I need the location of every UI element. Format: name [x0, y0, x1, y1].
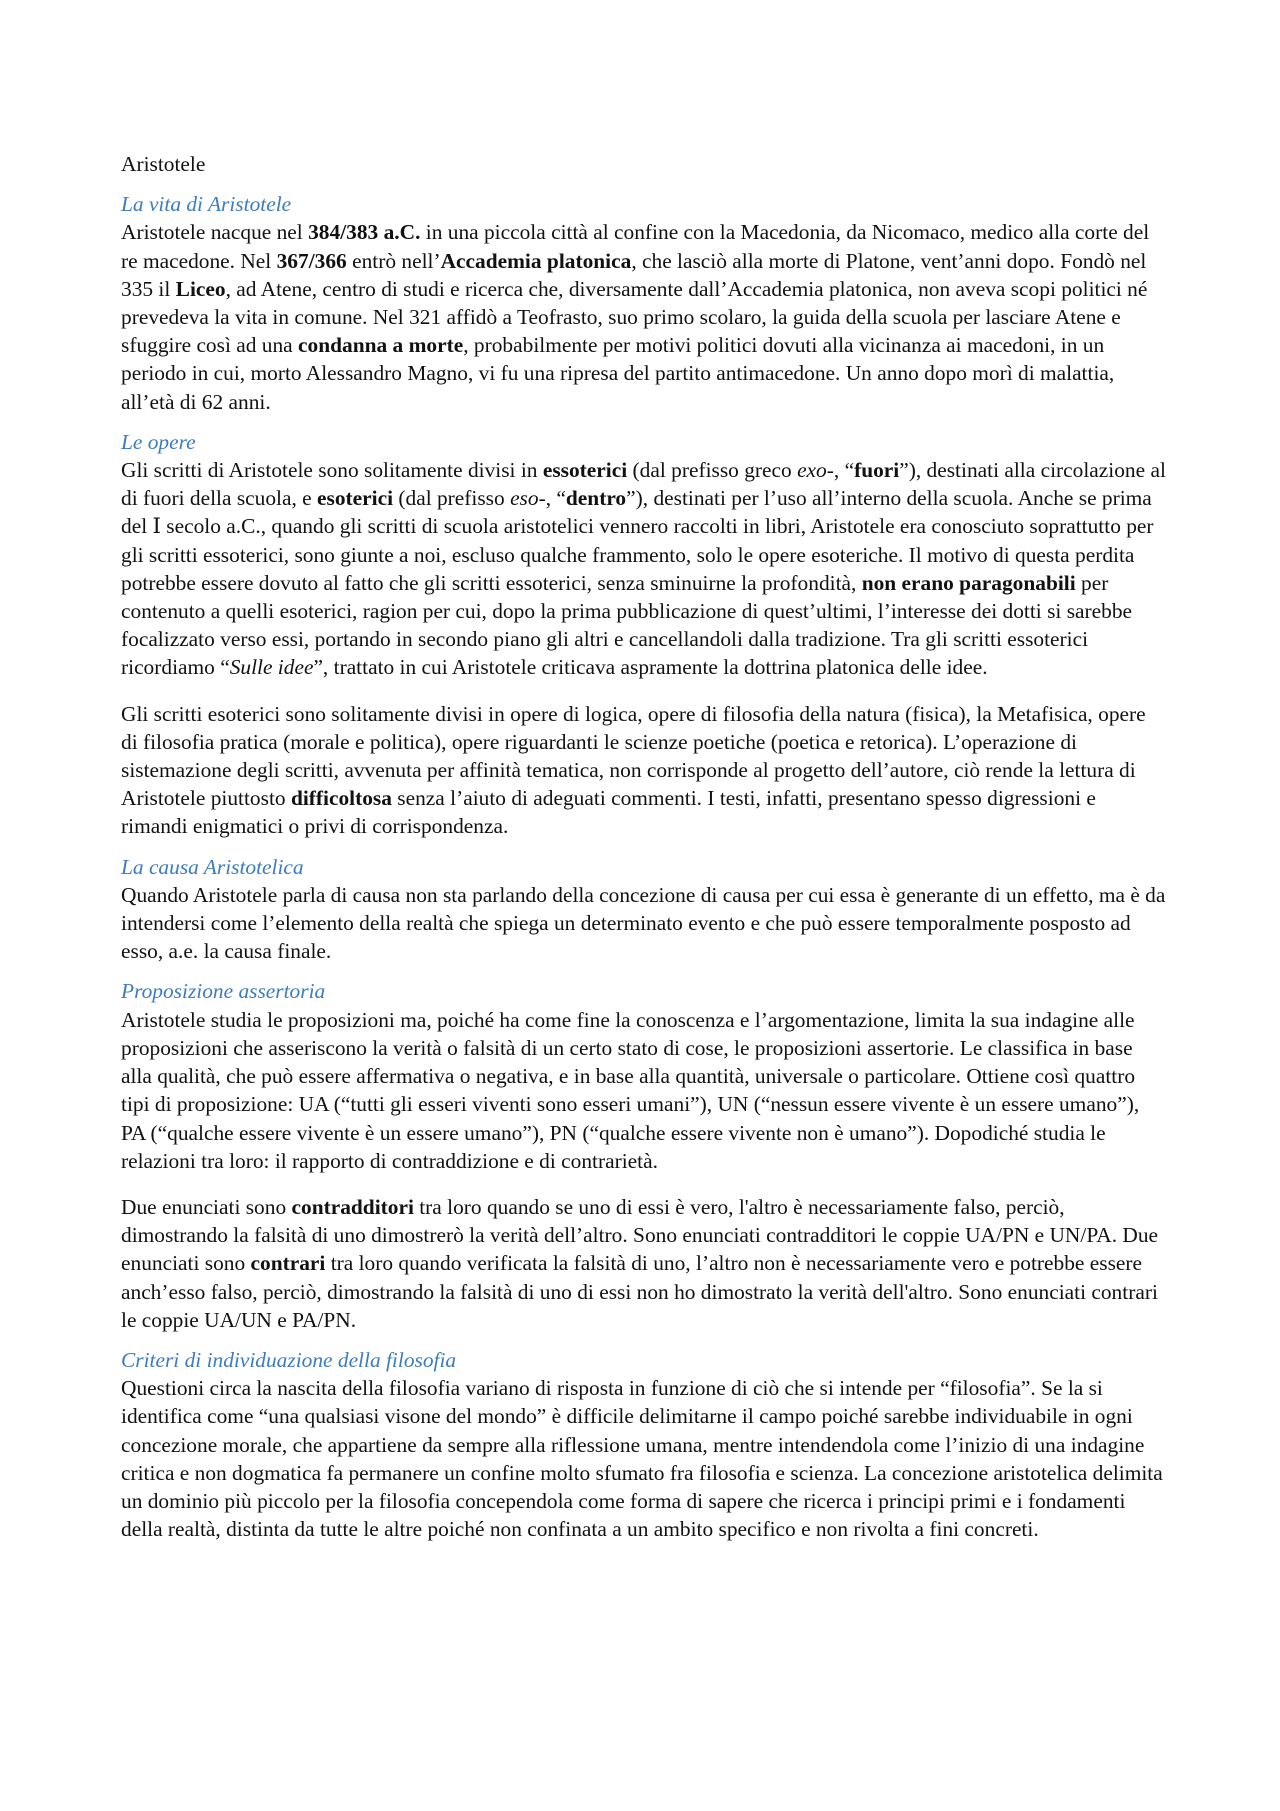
text-span: entrò nell’: [346, 248, 441, 273]
bold-span: dentro: [565, 486, 627, 511]
text-span: tra loro quando se uno di essi è vero, l'altro è necessariamente falso, perciò, dimostrando la falsità di uno dimostrerò la verità dell’altro. Sono enunciati contradditori le coppie UA/PN e UN/PA. Due enunciati sono: [121, 1194, 1159, 1276]
text-span: (dal prefisso greco: [627, 458, 798, 483]
italic-span: exo-: [797, 458, 834, 483]
section-causa: [121, 853, 1166, 966]
paragraph-criteri-1: Questioni circa la nascita della filosofia variano di risposta in funzione di ciò che si intende per “filosofia”. Se la si identifica come “una qualsiasi visone del mondo” è difficile delimitarne il campo poiché sarebbe individuabile in ogni concezione morale, che appartiene da sempre alla riflessione umana, mentre intendendola come l’inizio di una indagine critica e non dogmatica fa permanere un confine molto sfumato fra filosofia e scienza. La concezione aristotelica delimita un dominio più piccolo per la filosofia concependola come forma di sapere che ricerca i principi primi e i fondamenti della realtà, distinta da tutte le altre poiché non confinata a un ambito specifico e non rivolta a fini concreti.: [121, 1376, 1163, 1542]
text-span: , “: [833, 458, 855, 483]
document-page: [121, 150, 1166, 1543]
text-span: tra loro quando verificata la falsità di uno, l’altro non è necessariamente vero e potrebbe essere anch’esso falso, perciò, dimostrando la falsità di uno di essi non ho dimostrato la verità dell'altro. Sono enunciati contrari le coppie UA/UN e PA/PN.: [121, 1251, 1158, 1332]
paragraph-vita-1: [121, 218, 1166, 415]
bold-span: contrari: [250, 1251, 326, 1276]
text-span: , che lasciò alla morte di Platone, vent’anni dopo. Fondò nel 335 il: [121, 248, 1147, 301]
text-span: ”, trattato in cui Aristotele criticava aspramente la dottrina platonica delle idee.: [313, 655, 988, 680]
section-heading-vita: La vita di Aristotele: [121, 192, 292, 217]
section-heading-proposizione: Proposizione assertoria: [121, 979, 326, 1004]
text-span: Due enunciati sono: [121, 1194, 292, 1219]
bold-span: Accademia platonica: [440, 248, 632, 273]
paragraph-proposizione-2: [121, 1193, 1166, 1334]
bold-span: contradditori: [291, 1194, 414, 1219]
text-span: senza l’aiuto di adeguati commenti. I testi, infatti, presentano spesso digressioni e rimandi enigmatici o privi di corrispondenza.: [121, 786, 1096, 839]
bold-span: Liceo: [175, 276, 226, 301]
text-span: ”), destinati alla circolazione al di fuori della scuola, e: [121, 458, 1166, 511]
text-span: per contenuto a quelli esoterici, ragion per cui, dopo la prima pubblicazione di quest’ultimi, l’interesse dei dotti si sarebbe focalizzato verso essi, portando in secondo piano gli altri e cancellandoli dalla tradizione. Tra gli scritti essoterici ricordiamo “: [121, 570, 1133, 680]
bold-span: esoterici: [317, 486, 394, 511]
text-span: (dal prefisso: [393, 486, 511, 511]
text-span: , “: [545, 486, 566, 511]
bold-span: difficoltosa: [290, 786, 392, 811]
section-heading-criteri: Criteri di individuazione della filosofia: [121, 1347, 457, 1372]
text-span: Gli scritti esoterici sono solitamente divisi in opere di logica, opere di filosofia della natura (fisica), la Metafisica, opere di filosofia pratica (morale e politica), opere riguardanti le scienze poetiche (poetica e retorica). L’operazione di sistemazione degli scritti, avvenuta per affinità tematica, non corrisponde al progetto dell’autore, ciò rende la lettura di Aristotele piuttosto: [121, 701, 1146, 811]
bold-span: 384/383 a.C.: [308, 220, 421, 245]
text-span: Gli scritti di Aristotele sono solitamente divisi in: [121, 458, 543, 483]
bold-span: condanna a morte: [298, 333, 464, 358]
section-opere: [121, 428, 1166, 841]
text-span: in una piccola città al confine con la Macedonia, da Nicomaco, medico alla corte del re macedone. Nel: [121, 220, 1150, 273]
text-span: , probabilmente per motivi politici dovuti alla vicinanza ai macedoni, in un periodo in cui, morto Alessandro Magno, vi fu una ripresa del partito antimacedone. Un anno dopo morì di malattia, all’età di 62 anni.: [121, 333, 1115, 414]
section-heading-opere: Le opere: [121, 429, 196, 454]
italic-span: eso-: [510, 486, 546, 511]
text-span: Aristotele nacque nel: [121, 220, 309, 245]
bold-span: essoterici: [542, 458, 628, 483]
text-span: ”), destinati per l’uso all’interno della scuola. Anche se prima del Ⅰ secolo a.C., quando gli scritti di scuola aristotelici vennero raccolti in libri, Aristotele era conosciuto soprattutto per gli scritti essoterici, sono giunte a noi, escluso qualche frammento, solo le opere esoteriche. Il motivo di questa perdita potrebbe essere dovuto al fatto che gli scritti essoterici, senza sminuirne la profondità,: [121, 486, 1154, 595]
bold-span: non erano paragonabili: [861, 570, 1076, 595]
section-proposizione: [121, 977, 1166, 1333]
paragraph-opere-1: [121, 456, 1166, 682]
bold-span: fuori: [854, 458, 900, 483]
section-heading-causa: La causa Aristotelica: [121, 854, 304, 879]
paragraph-proposizione-1: Aristotele studia le proposizioni ma, poiché ha come fine la conoscenza e l’argomentazione, limita la sua indagine alle proposizioni che asseriscono la verità o falsità di un certo stato di cose, le proposizioni assertorie. Le classifica in base alla qualità, che può essere affermativa o negativa, e in base alla quantità, universale o particolare. Ottiene così quattro tipi di proposizione: UA (“tutti gli esseri viventi sono esseri umani”), UN (“nessun essere vivente è un essere umano”), PA (“qualche essere vivente è un essere umano”), PN (“qualche essere vivente non è umano”). Dopodiché studia le relazioni tra loro: il rapporto di contraddizione e di contrarietà.: [121, 1007, 1140, 1173]
bold-span: 367/366: [276, 248, 347, 273]
paragraph-opere-2: [121, 700, 1166, 841]
section-vita: [121, 190, 1166, 416]
section-criteri: [121, 1346, 1166, 1543]
text-span: , ad Atene, centro di studi e ricerca che, diversamente dall’Accademia platonica, non aveva scopi politici né prevedeva la vita in comune. Nel 321 affidò a Teofrasto, suo primo scolaro, la guida della scuola per lasciare Atene e sfuggire così ad una: [121, 276, 1148, 358]
paragraph-causa-1: Quando Aristotele parla di causa non sta parlando della concezione di causa per cui essa è generante di un effetto, ma è da intendersi come l’elemento della realtà che spiega un determinato evento e che può essere temporalmente posposto ad esso, a.e. la causa finale.: [121, 882, 1166, 964]
document-title: Aristotele: [121, 152, 206, 176]
italic-span: Sulle idee: [229, 655, 314, 680]
